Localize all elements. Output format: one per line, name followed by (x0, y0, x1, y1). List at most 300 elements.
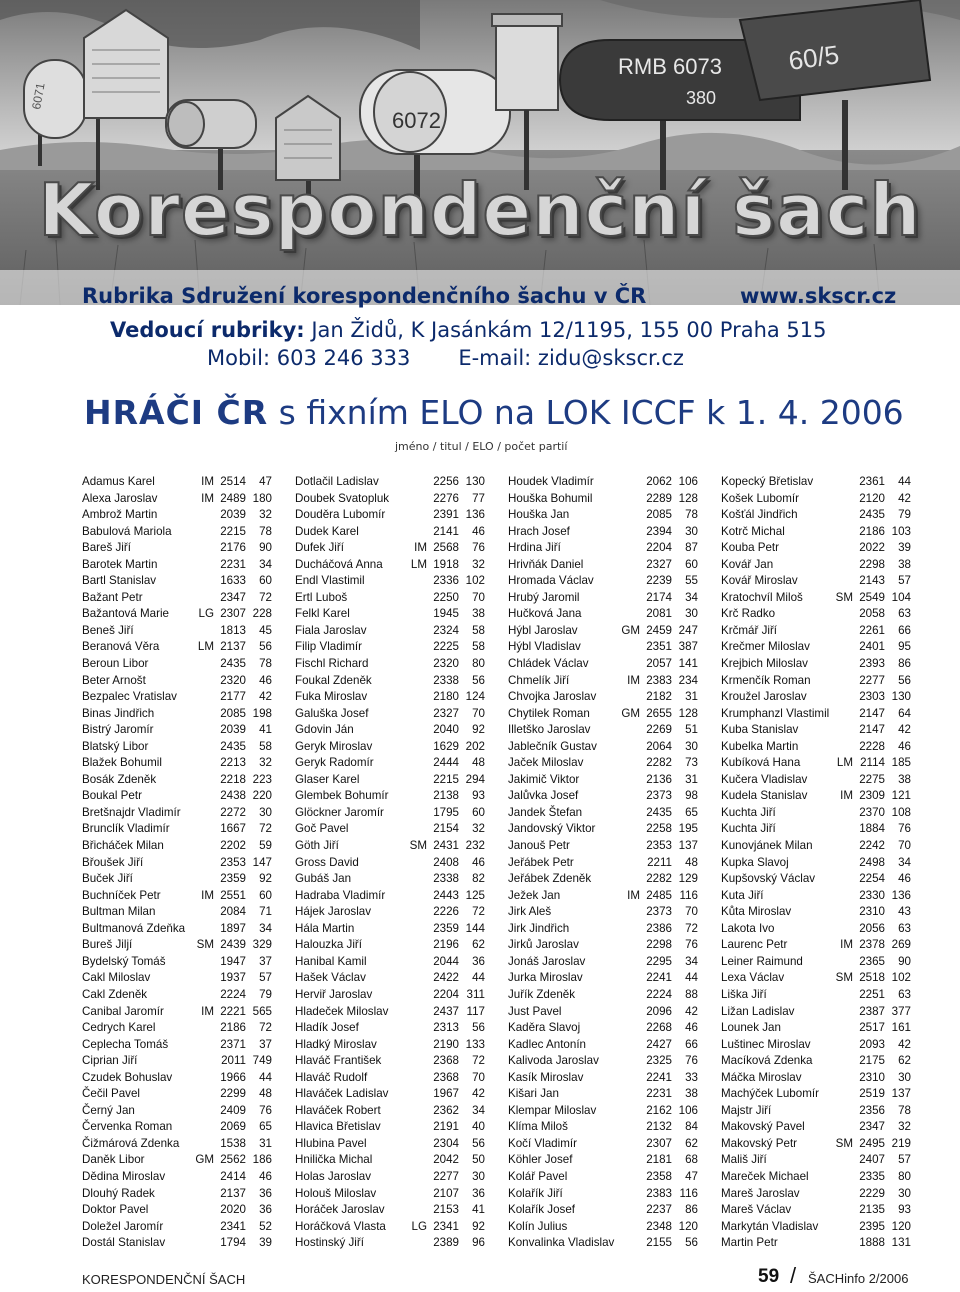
player-games: 42 (898, 491, 911, 505)
player-title: IM (201, 1004, 214, 1018)
player-name: Binas Jindřich (82, 706, 155, 720)
player-name: Kovář Jan (721, 557, 774, 571)
player-row (82, 1219, 274, 1236)
player-name: Hnilička Michal (295, 1153, 373, 1167)
player-elo: 2549 (859, 590, 885, 604)
player-title: SM (409, 839, 427, 853)
player-elo: 2437 (433, 1004, 459, 1018)
player-elo: 2268 (646, 1021, 672, 1035)
player-games: 198 (252, 706, 272, 720)
player-name: Gdovin Ján (295, 723, 354, 737)
player-name: Galuška Josef (295, 706, 369, 720)
player-name: Juřík Zdeněk (508, 987, 576, 1001)
player-name: Bosák Zdeněk (82, 772, 157, 786)
player-name: Hromada Václav (508, 574, 594, 588)
player-row (82, 888, 274, 905)
player-name: Glöckner Jaromír (295, 805, 384, 819)
player-games: 30 (685, 739, 698, 753)
player-row (508, 855, 700, 872)
player-name: Hostinský Jiří (295, 1236, 364, 1250)
player-games: 48 (685, 855, 698, 869)
player-games: 34 (685, 590, 698, 604)
player-name: Jeřábek Zdeněk (508, 872, 592, 886)
player-elo: 2498 (859, 855, 885, 869)
player-name: Kadlec Antonín (508, 1037, 586, 1051)
player-elo: 2409 (220, 1103, 246, 1117)
player-games: 63 (898, 987, 911, 1001)
player-elo: 2408 (433, 855, 459, 869)
player-elo: 2353 (220, 855, 246, 869)
player-games: 78 (685, 508, 698, 522)
player-elo: 2254 (859, 872, 885, 886)
player-games: 195 (678, 822, 698, 836)
player-row (721, 1186, 913, 1203)
player-elo: 2044 (433, 954, 459, 968)
player-row (295, 855, 487, 872)
player-elo: 2444 (433, 756, 459, 770)
player-games: 46 (685, 1021, 698, 1035)
player-elo: 2313 (433, 1021, 459, 1035)
player-games: 78 (259, 524, 272, 538)
player-elo: 1967 (433, 1087, 459, 1101)
player-row (721, 706, 913, 723)
player-games: 92 (259, 872, 272, 886)
player-games: 32 (898, 1120, 911, 1134)
player-name: Hlaváček Robert (295, 1103, 381, 1117)
player-name: Kolář Pavel (508, 1169, 568, 1183)
player-name: Illetško Jaroslav (508, 723, 591, 737)
player-name: Dědina Miroslav (82, 1169, 166, 1183)
player-games: 62 (685, 1136, 698, 1150)
player-games: 65 (259, 1120, 272, 1134)
player-name: Herviř Jaroslav (295, 987, 373, 1001)
player-elo: 2229 (859, 1186, 885, 1200)
player-games: 39 (898, 541, 911, 555)
player-name: Kučera Vladislav (721, 772, 808, 786)
player-name: Bydelský Tomáš (82, 954, 166, 968)
player-name: Krečmer Miloslav (721, 640, 810, 654)
player-row (295, 673, 487, 690)
player-elo: 2330 (859, 888, 885, 902)
player-row (82, 1235, 274, 1252)
player-name: Mareš Jaroslav (721, 1186, 800, 1200)
player-elo: 2320 (220, 673, 246, 687)
player-elo: 2231 (220, 557, 246, 571)
player-elo: 2181 (646, 1153, 672, 1167)
player-elo: 2114 (860, 756, 885, 770)
player-games: 66 (898, 623, 911, 637)
player-elo: 2551 (220, 888, 246, 902)
player-games: 232 (465, 839, 485, 853)
player-name: Cakl Zdeněk (82, 987, 148, 1001)
player-games: 68 (685, 1153, 698, 1167)
player-row (295, 1070, 487, 1087)
player-name: Cakl Miloslav (82, 971, 151, 985)
player-elo: 2307 (646, 1136, 672, 1150)
player-row (508, 871, 700, 888)
player-elo: 2338 (433, 872, 459, 886)
player-row (295, 838, 487, 855)
player-games: 40 (472, 1120, 485, 1134)
player-elo: 2298 (859, 557, 885, 571)
player-name: Klempar Miloslav (508, 1103, 597, 1117)
footer-issue: ŠACHinfo 2/2006 (808, 1271, 909, 1286)
player-row (82, 557, 274, 574)
player-games: 41 (259, 723, 272, 737)
player-games: 46 (472, 855, 485, 869)
player-name: Horáčková Vlasta (295, 1219, 386, 1233)
player-name: Blatský Libor (82, 739, 149, 753)
player-elo: 2085 (220, 706, 246, 720)
email-link[interactable]: E-mail: zidu@skscr.cz (458, 346, 684, 370)
player-name: Kouba Petr (721, 541, 780, 555)
header-banner (0, 0, 960, 305)
player-elo: 2431 (433, 839, 459, 853)
player-games: 72 (259, 590, 272, 604)
player-elo: 2310 (859, 905, 885, 919)
player-games: 38 (898, 557, 911, 571)
player-row (82, 1070, 274, 1087)
player-name: Kočí Vladimír (508, 1136, 577, 1150)
player-games: 131 (891, 1236, 911, 1250)
player-elo: 2040 (433, 723, 459, 737)
player-elo: 2186 (220, 1021, 246, 1035)
player-name: Brunclík Vladimír (82, 822, 170, 836)
player-row (82, 1086, 274, 1103)
player-games: 133 (465, 1037, 485, 1051)
player-elo: 2277 (859, 673, 885, 687)
player-games: 58 (259, 739, 272, 753)
player-games: 44 (685, 971, 698, 985)
player-name: Ližan Ladislav (721, 1004, 795, 1018)
player-games: 57 (259, 971, 272, 985)
player-name: Hrubý Jaromil (508, 590, 580, 604)
player-games: 108 (891, 805, 911, 819)
player-elo: 2211 (647, 855, 672, 869)
player-name: Čečil Pavel (82, 1087, 140, 1101)
player-row (295, 970, 487, 987)
player-elo: 2141 (433, 524, 459, 538)
player-games: 86 (898, 657, 911, 671)
player-row (721, 524, 913, 541)
player-row (82, 689, 274, 706)
player-row (82, 1020, 274, 1037)
player-row (721, 1235, 913, 1252)
player-games: 137 (678, 839, 698, 853)
player-row (721, 573, 913, 590)
player-row (82, 1186, 274, 1203)
player-name: Markytán Vladislav (721, 1219, 819, 1233)
editor-label: Vedoucí rubriky: (110, 318, 305, 342)
player-games: 37 (259, 954, 272, 968)
player-games: 103 (891, 524, 911, 538)
player-row (721, 623, 913, 640)
player-row (82, 540, 274, 557)
player-elo: 2327 (646, 557, 672, 571)
player-games: 130 (465, 475, 485, 488)
player-name: Hýbl Vladislav (508, 640, 581, 654)
player-name: Hašek Václav (295, 971, 366, 985)
player-name: Makovský Pavel (721, 1120, 805, 1134)
player-row (721, 970, 913, 987)
player-name: Kasík Miroslav (508, 1070, 584, 1084)
player-name: Cedrych Karel (82, 1021, 156, 1035)
player-games: 102 (465, 574, 485, 588)
contact-line (207, 346, 684, 370)
player-title: IM (840, 938, 853, 952)
player-games: 56 (685, 1236, 698, 1250)
player-name: Konvalinka Vladislav (508, 1236, 615, 1250)
player-elo: 2310 (859, 1070, 885, 1084)
player-games: 36 (259, 1203, 272, 1217)
player-elo: 2085 (646, 508, 672, 522)
player-row (721, 739, 913, 756)
player-row (721, 590, 913, 607)
player-row (82, 1037, 274, 1054)
player-elo: 2221 (220, 1004, 246, 1018)
player-games: 45 (259, 623, 272, 637)
player-name: Doktor Pavel (82, 1203, 149, 1217)
player-elo: 2162 (646, 1103, 672, 1117)
player-elo: 2135 (859, 1203, 885, 1217)
player-games: 185 (891, 756, 911, 770)
player-name: Dostál Stanislav (82, 1236, 166, 1250)
player-games: 56 (472, 673, 485, 687)
player-name: Halouzka Jiří (295, 938, 363, 952)
player-games: 116 (679, 888, 698, 902)
player-elo: 2241 (646, 1070, 672, 1084)
player-games: 34 (472, 1103, 485, 1117)
player-row (508, 1070, 700, 1087)
player-elo: 2215 (433, 772, 459, 786)
player-row (295, 755, 487, 772)
player-games: 117 (466, 1004, 485, 1018)
players-column-3 (508, 474, 700, 1252)
player-elo: 2154 (433, 822, 459, 836)
player-elo: 1897 (220, 921, 246, 935)
player-elo: 1794 (220, 1236, 246, 1250)
player-name: Czudek Bohuslav (82, 1070, 173, 1084)
player-row (82, 474, 274, 491)
player-name: Makovský Petr (721, 1136, 798, 1150)
player-elo: 2282 (646, 756, 672, 770)
player-elo: 2155 (646, 1236, 672, 1250)
player-row (508, 1169, 700, 1186)
player-name: Kišari Jan (508, 1087, 559, 1101)
player-games: 137 (891, 1087, 911, 1101)
player-row (508, 888, 700, 905)
player-name: Bultmanová Zdeňka (82, 921, 186, 935)
player-elo: 2237 (646, 1203, 672, 1217)
player-title: GM (621, 623, 640, 637)
player-row (82, 821, 274, 838)
player-name: Klíma Miloš (508, 1120, 568, 1134)
player-elo: 2042 (433, 1153, 459, 1167)
player-games: 30 (685, 607, 698, 621)
player-games: 41 (472, 1203, 485, 1217)
player-games: 147 (252, 855, 272, 869)
player-elo: 2391 (433, 508, 459, 522)
player-games: 87 (685, 541, 698, 555)
player-elo: 2378 (859, 938, 885, 952)
player-games: 77 (472, 491, 485, 505)
player-elo: 1945 (433, 607, 459, 621)
player-name: Jablečník Gustav (508, 739, 597, 753)
player-games: 31 (685, 690, 698, 704)
player-games: 65 (685, 805, 698, 819)
mailboxes-photo (0, 0, 960, 305)
player-games: 129 (678, 872, 698, 886)
player-name: Kopecký Břetislav (721, 475, 814, 488)
player-name: Beroun Libor (82, 657, 149, 671)
player-games: 46 (898, 739, 911, 753)
player-elo: 2064 (646, 739, 672, 753)
player-name: Hrivňák Daniel (508, 557, 584, 571)
player-row (508, 739, 700, 756)
player-row (508, 805, 700, 822)
player-games: 180 (252, 491, 272, 505)
player-elo: 1884 (859, 822, 885, 836)
player-title: SM (835, 971, 853, 985)
player-name: Lounek Jan (721, 1021, 781, 1035)
player-elo: 2191 (433, 1120, 459, 1134)
player-name: Laurenc Petr (721, 938, 788, 952)
player-games: 44 (898, 475, 911, 488)
player-elo: 1538 (220, 1136, 246, 1150)
player-row (721, 772, 913, 789)
player-games: 92 (472, 723, 485, 737)
player-elo: 2438 (220, 789, 246, 803)
player-games: 93 (472, 789, 485, 803)
player-elo: 2341 (220, 1219, 246, 1233)
player-games: 36 (259, 1186, 272, 1200)
player-name: Göth Jiří (295, 839, 339, 853)
player-games: 48 (259, 1087, 272, 1101)
player-elo: 2495 (859, 1136, 885, 1150)
banner-title: Korespondenční šach (38, 168, 922, 252)
website-link[interactable]: www.skscr.cz (740, 284, 897, 308)
player-row (295, 722, 487, 739)
player-elo: 2081 (646, 607, 672, 621)
player-row (295, 1103, 487, 1120)
player-name: Kotrč Michal (721, 524, 785, 538)
player-games: 72 (685, 921, 698, 935)
player-name: Kalivoda Jaroslav (508, 1054, 599, 1068)
player-name: Jandovský Viktor (508, 822, 596, 836)
player-games: 144 (465, 921, 485, 935)
player-name: Köhler Josef (508, 1153, 573, 1167)
players-column-4 (721, 474, 913, 1252)
player-elo: 1966 (220, 1070, 246, 1084)
player-elo: 2383 (646, 1186, 672, 1200)
player-elo: 2020 (220, 1203, 246, 1217)
player-games: 76 (685, 938, 698, 952)
editor-line (110, 318, 827, 342)
player-games: 84 (685, 1120, 698, 1134)
player-elo: 2309 (859, 789, 885, 803)
player-elo: 2443 (433, 888, 459, 902)
player-games: 62 (898, 1054, 911, 1068)
section-title (84, 393, 904, 432)
player-row (295, 1119, 487, 1136)
player-games: 76 (898, 822, 911, 836)
player-elo: 2307 (220, 607, 246, 621)
player-games: 30 (259, 805, 272, 819)
player-row (721, 1119, 913, 1136)
player-title: IM (840, 789, 853, 803)
player-elo: 2137 (220, 1186, 246, 1200)
footer-magazine-section: KORESPONDENČNÍ ŠACH (82, 1272, 246, 1287)
player-title: LG (411, 1219, 427, 1233)
player-name: Dudek Karel (295, 524, 359, 538)
player-row (82, 937, 274, 954)
player-games: 223 (252, 772, 272, 786)
player-name: Hlaváč Rudolf (295, 1070, 368, 1084)
player-elo: 2276 (433, 491, 459, 505)
player-games: 42 (472, 1087, 485, 1101)
player-row (82, 1169, 274, 1186)
player-games: 79 (259, 987, 272, 1001)
player-elo: 2489 (220, 491, 246, 505)
player-name: Bultman Milan (82, 905, 156, 919)
player-name: Beranová Věra (82, 640, 160, 654)
player-row (295, 1202, 487, 1219)
player-name: Červenka Roman (82, 1120, 173, 1134)
player-row (295, 590, 487, 607)
player-elo: 2107 (433, 1186, 459, 1200)
player-elo: 1947 (220, 954, 246, 968)
player-elo: 1813 (220, 623, 246, 637)
player-elo: 2093 (859, 1037, 885, 1051)
player-row (508, 1119, 700, 1136)
player-row (721, 1136, 913, 1153)
player-row (721, 474, 913, 491)
player-games: 43 (898, 905, 911, 919)
player-row (82, 788, 274, 805)
player-elo: 2365 (859, 954, 885, 968)
player-name: Hájek Jaroslav (295, 905, 372, 919)
player-row (508, 1136, 700, 1153)
player-name: Chládek Václav (508, 657, 589, 671)
player-elo: 2373 (646, 789, 672, 803)
player-games: 34 (685, 954, 698, 968)
player-elo: 2359 (433, 921, 459, 935)
player-name: Foukal Zdeněk (295, 673, 372, 687)
player-games: 79 (898, 508, 911, 522)
column-legend: jméno / titul / ELO / počet partií (395, 440, 568, 453)
player-games: 86 (685, 1203, 698, 1217)
player-elo: 2056 (859, 921, 885, 935)
player-name: Kuta Jiří (721, 888, 764, 902)
player-title: GM (195, 1153, 214, 1167)
player-elo: 2517 (859, 1021, 885, 1035)
player-row (721, 821, 913, 838)
player-games: 63 (898, 607, 911, 621)
player-name: Kuchta Jiří (721, 805, 776, 819)
player-row (721, 871, 913, 888)
player-games: 51 (685, 723, 698, 737)
player-elo: 2435 (646, 805, 672, 819)
player-row (721, 673, 913, 690)
player-title: IM (201, 888, 214, 902)
player-name: Hrach Josef (508, 524, 570, 538)
player-row (82, 573, 274, 590)
player-row (721, 1053, 913, 1070)
player-name: Ambrož Martin (82, 508, 158, 522)
player-elo: 2395 (859, 1219, 885, 1233)
player-row (295, 772, 487, 789)
player-row (295, 507, 487, 524)
